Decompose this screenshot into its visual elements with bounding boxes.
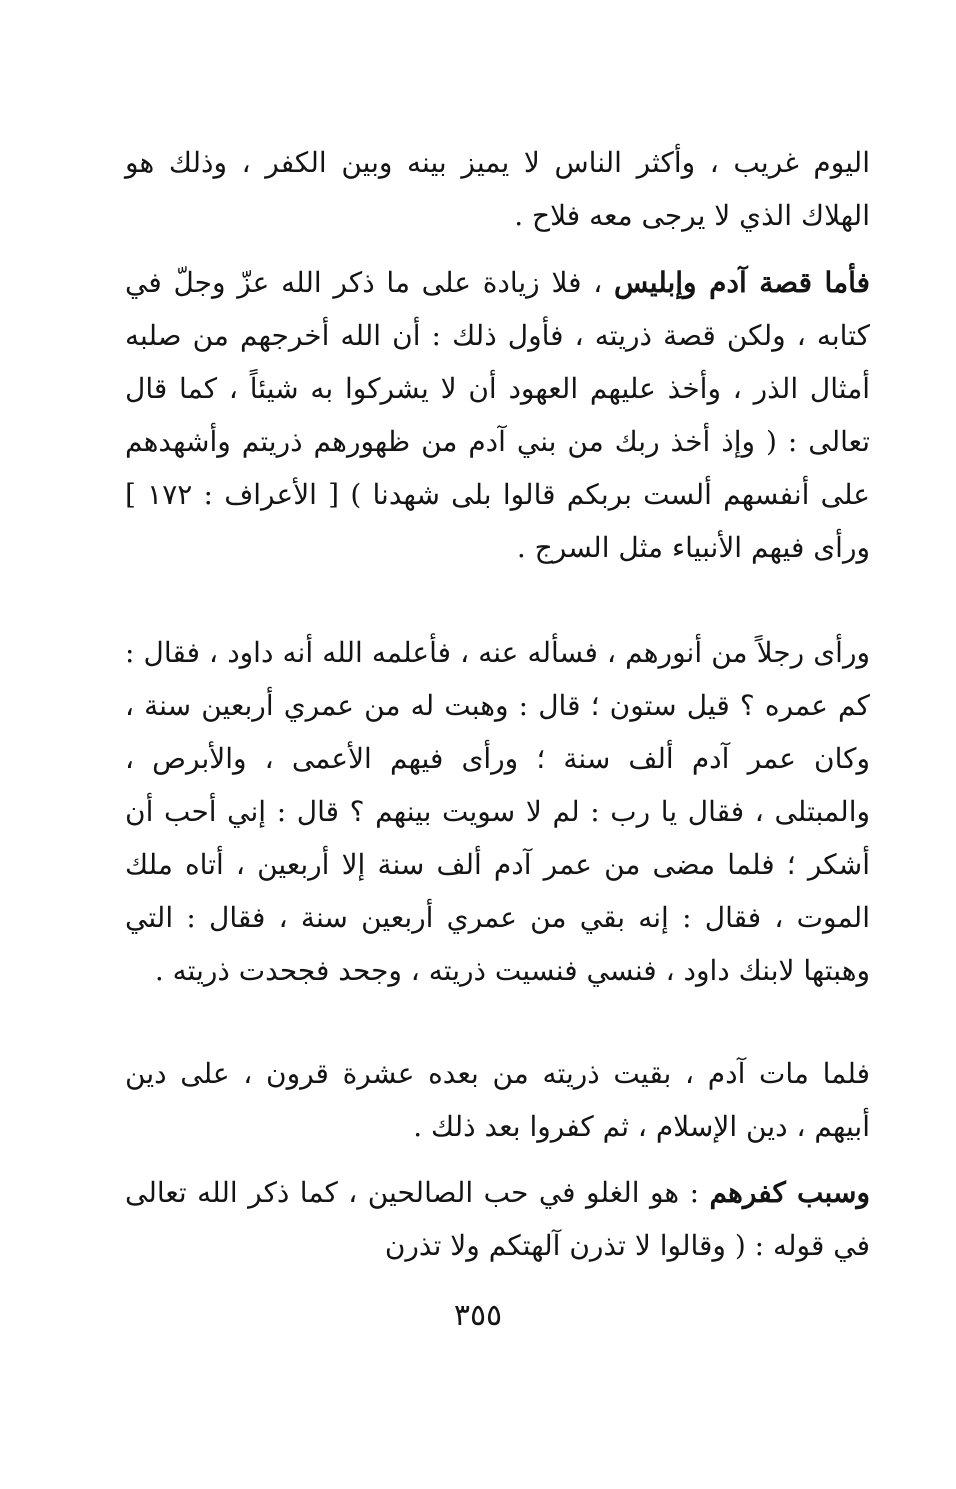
paragraph-4-text: فلما مات آدم ، بقيت ذريته من بعده عشرة قرون ، على دين أبيهم ، دين الإسلام ، ثم كفروا بعد ذلك . xyxy=(125,1057,870,1143)
paragraph-3 xyxy=(125,626,870,997)
paragraph-5 xyxy=(125,1166,870,1272)
paragraph-1 xyxy=(125,136,870,242)
paragraph-2 xyxy=(125,256,870,574)
paragraph-4 xyxy=(125,1047,870,1153)
paragraph-5-text: : هو الغلو في حب الصالحين ، كما ذكر الله تعالى في قوله : ( وقالوا لا تذرن آلهتكم ولا تذرن xyxy=(125,1176,870,1262)
paragraph-3-text: ورأى رجلاً من أنورهم ، فسأله عنه ، فأعلمه الله أنه داود ، فقال : كم عمره ؟ قيل ستون ؛ قال : وهبت له من عمري أربعين سنة ، وكان عمر آدم ألف سنة ؛ ورأى فيهم الأعمى ، والأبرص ، والمبتلى ، فقال يا رب : لم لا سويت بينهم ؟ قال : إني أحب أن أشكر ؛ فلما مضى من عمر آدم ألف سنة إلا أربعين ، أتاه ملك الموت ، فقال : إنه بقي من عمري أربعين سنة ، فقال : التي وهبتها لابنك داود ، فنسي فنسيت ذريته ، وجحد فجحدت ذريته . xyxy=(125,636,870,987)
paragraph-2-heading: فأما قصة آدم وإبليس xyxy=(614,266,871,299)
paragraph-2-text: ، فلا زيادة على ما ذكر الله عزّ وجلّ في كتابه ، ولكن قصة ذريته ، فأول ذلك : أن الله أخرجهم من صلبه أمثال الذر ، وأخذ عليهم العهود أن لا يشركوا به شيئاً ، كما قال تعالى : ( وإذ أخذ ربك من بني آدم من ظهورهم ذريتم وأشهدهم على أنفسهم ألست بربكم قالوا بلى شهدنا ) [ الأعراف : ١٧٢ ] ورأى فيهم الأنبياء مثل السرج . xyxy=(125,266,870,564)
paragraph-1-text: اليوم غريب ، وأكثر الناس لا يميز بينه وبين الكفر ، وذلك هو الهلاك الذي لا يرجى معه فلاح . xyxy=(125,146,870,232)
paragraph-5-heading: وسبب كفرهم xyxy=(709,1176,870,1209)
page-number: ٣٥٥ xyxy=(453,1298,503,1333)
